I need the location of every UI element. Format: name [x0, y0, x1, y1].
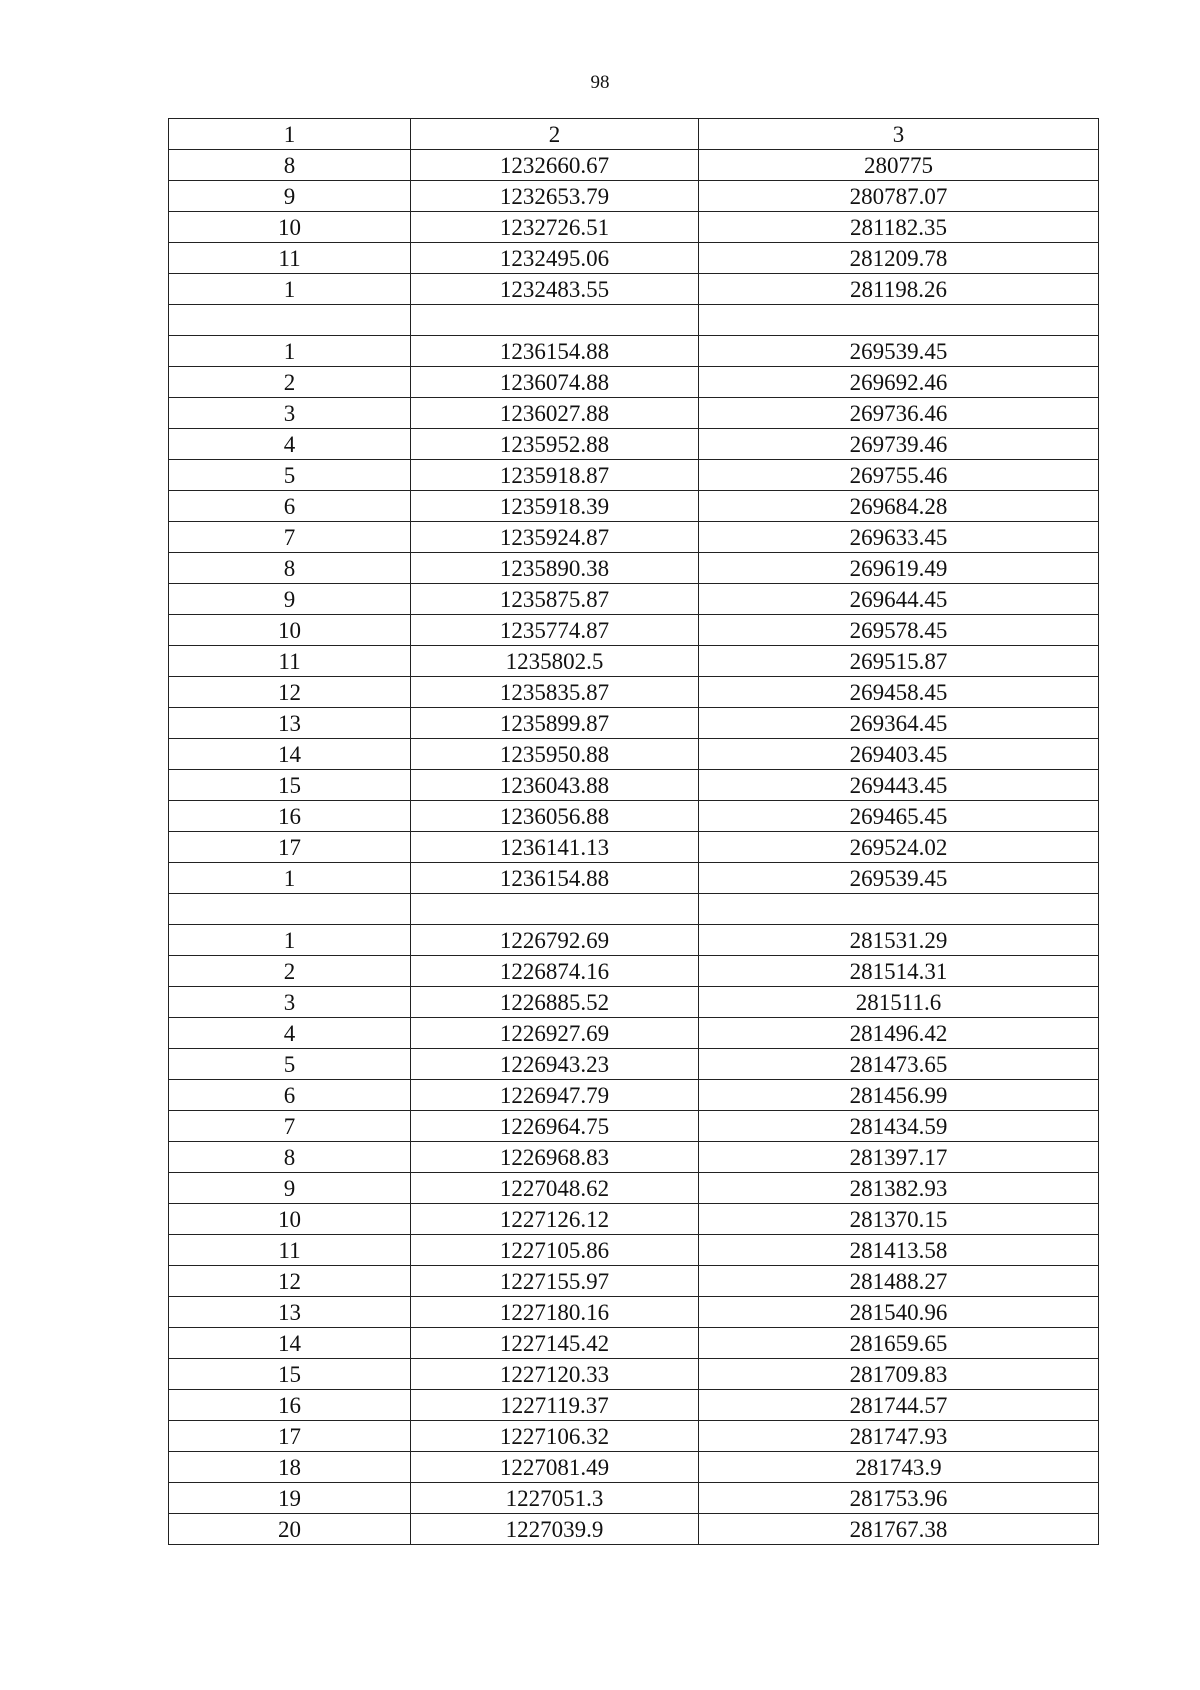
coordinate-y-cell: 281514.31	[699, 956, 1099, 987]
point-number-cell: 14	[169, 739, 411, 770]
coordinate-y-cell: 269539.45	[699, 336, 1099, 367]
table-row	[169, 181, 1099, 212]
point-number-cell: 6	[169, 491, 411, 522]
point-number-cell: 15	[169, 770, 411, 801]
coordinate-x-cell: 1226885.52	[411, 987, 699, 1018]
point-number-cell: 9	[169, 584, 411, 615]
column-header: 3	[699, 119, 1099, 150]
coordinate-x-cell: 1227155.97	[411, 1266, 699, 1297]
coordinate-y-cell: 269539.45	[699, 863, 1099, 894]
table-row	[169, 429, 1099, 460]
table-row	[169, 1421, 1099, 1452]
coordinate-x-cell: 1236056.88	[411, 801, 699, 832]
point-number-cell: 1	[169, 863, 411, 894]
table-row	[169, 863, 1099, 894]
point-number-cell: 16	[169, 801, 411, 832]
point-number-cell: 9	[169, 1173, 411, 1204]
point-number-cell: 7	[169, 1111, 411, 1142]
point-number-cell: 10	[169, 1204, 411, 1235]
spacer-row	[169, 894, 1099, 925]
table-row	[169, 925, 1099, 956]
point-number-cell: 11	[169, 646, 411, 677]
coordinate-x-cell: 1236027.88	[411, 398, 699, 429]
coordinate-x-cell: 1236154.88	[411, 863, 699, 894]
table-row	[169, 1080, 1099, 1111]
coordinate-x-cell: 1227039.9	[411, 1514, 699, 1545]
coordinate-y-cell: 281531.29	[699, 925, 1099, 956]
coordinate-x-cell: 1226792.69	[411, 925, 699, 956]
table-row	[169, 336, 1099, 367]
table-row	[169, 1266, 1099, 1297]
coordinate-y-cell: 281397.17	[699, 1142, 1099, 1173]
table-row	[169, 987, 1099, 1018]
point-number-cell: 1	[169, 336, 411, 367]
coordinate-y-cell: 269739.46	[699, 429, 1099, 460]
point-number-cell: 19	[169, 1483, 411, 1514]
coordinate-y-cell: 269465.45	[699, 801, 1099, 832]
table-row	[169, 1235, 1099, 1266]
point-number-cell: 11	[169, 243, 411, 274]
point-number-cell: 10	[169, 212, 411, 243]
coordinate-y-cell: 281370.15	[699, 1204, 1099, 1235]
point-number-cell	[169, 305, 411, 336]
coordinate-x-cell: 1235924.87	[411, 522, 699, 553]
coordinate-x-cell: 1232483.55	[411, 274, 699, 305]
coordinate-x-cell: 1227126.12	[411, 1204, 699, 1235]
coordinate-x-cell: 1226927.69	[411, 1018, 699, 1049]
coordinate-x-cell: 1226968.83	[411, 1142, 699, 1173]
coordinate-y-cell: 281540.96	[699, 1297, 1099, 1328]
table-row	[169, 646, 1099, 677]
coordinate-y-cell: 281747.93	[699, 1421, 1099, 1452]
coordinate-x-cell: 1236141.13	[411, 832, 699, 863]
coordinate-y-cell: 281182.35	[699, 212, 1099, 243]
coordinate-y-cell: 269644.45	[699, 584, 1099, 615]
point-number-cell: 18	[169, 1452, 411, 1483]
point-number-cell: 17	[169, 832, 411, 863]
coordinate-x-cell: 1235918.39	[411, 491, 699, 522]
point-number-cell: 8	[169, 1142, 411, 1173]
coordinate-y-cell: 281496.42	[699, 1018, 1099, 1049]
point-number-cell: 8	[169, 553, 411, 584]
table-row	[169, 367, 1099, 398]
table-row	[169, 584, 1099, 615]
table-row	[169, 491, 1099, 522]
coordinate-x-cell: 1227106.32	[411, 1421, 699, 1452]
table-row	[169, 398, 1099, 429]
point-number-cell: 14	[169, 1328, 411, 1359]
coordinate-y-cell: 269755.46	[699, 460, 1099, 491]
column-header: 1	[169, 119, 411, 150]
coordinate-x-cell: 1235950.88	[411, 739, 699, 770]
coordinate-y-cell: 269364.45	[699, 708, 1099, 739]
coordinate-x-cell: 1235952.88	[411, 429, 699, 460]
table-row	[169, 150, 1099, 181]
coordinate-x-cell: 1227180.16	[411, 1297, 699, 1328]
coordinate-x-cell: 1236074.88	[411, 367, 699, 398]
coordinate-y-cell: 281209.78	[699, 243, 1099, 274]
coordinate-x-cell	[411, 305, 699, 336]
coordinate-x-cell: 1236154.88	[411, 336, 699, 367]
coordinate-x-cell: 1227048.62	[411, 1173, 699, 1204]
table-row	[169, 1297, 1099, 1328]
point-number-cell: 15	[169, 1359, 411, 1390]
coordinate-y-cell	[699, 894, 1099, 925]
coordinate-y-cell: 280787.07	[699, 181, 1099, 212]
table-row	[169, 1328, 1099, 1359]
table-row	[169, 739, 1099, 770]
table-row	[169, 243, 1099, 274]
point-number-cell: 13	[169, 1297, 411, 1328]
table-row	[169, 1390, 1099, 1421]
point-number-cell: 10	[169, 615, 411, 646]
table-row	[169, 274, 1099, 305]
table-row	[169, 1018, 1099, 1049]
coordinate-y-cell: 269403.45	[699, 739, 1099, 770]
point-number-cell: 16	[169, 1390, 411, 1421]
table-row	[169, 1452, 1099, 1483]
point-number-cell: 12	[169, 1266, 411, 1297]
point-number-cell: 3	[169, 987, 411, 1018]
table-header-row	[169, 119, 1099, 150]
coordinate-y-cell: 281456.99	[699, 1080, 1099, 1111]
table-row	[169, 553, 1099, 584]
coordinate-x-cell: 1235890.38	[411, 553, 699, 584]
coordinate-y-cell: 281744.57	[699, 1390, 1099, 1421]
table-row	[169, 460, 1099, 491]
coordinate-x-cell: 1226964.75	[411, 1111, 699, 1142]
coordinate-x-cell	[411, 894, 699, 925]
coordinate-y-cell: 281659.65	[699, 1328, 1099, 1359]
coordinate-x-cell: 1227119.37	[411, 1390, 699, 1421]
coordinate-x-cell: 1227081.49	[411, 1452, 699, 1483]
coordinate-y-cell: 281767.38	[699, 1514, 1099, 1545]
point-number-cell: 2	[169, 367, 411, 398]
coordinate-y-cell: 281413.58	[699, 1235, 1099, 1266]
table-row	[169, 1049, 1099, 1080]
table-row	[169, 1514, 1099, 1545]
point-number-cell: 20	[169, 1514, 411, 1545]
coordinate-y-cell: 281488.27	[699, 1266, 1099, 1297]
coordinate-y-cell: 281709.83	[699, 1359, 1099, 1390]
point-number-cell: 13	[169, 708, 411, 739]
coordinate-y-cell: 281753.96	[699, 1483, 1099, 1514]
coordinate-y-cell: 281743.9	[699, 1452, 1099, 1483]
coordinate-x-cell: 1227051.3	[411, 1483, 699, 1514]
coordinate-x-cell: 1235918.87	[411, 460, 699, 491]
coordinates-table	[168, 118, 1099, 1545]
coordinate-x-cell: 1227145.42	[411, 1328, 699, 1359]
table-row	[169, 708, 1099, 739]
table-row	[169, 1483, 1099, 1514]
table-row	[169, 1111, 1099, 1142]
coordinate-x-cell: 1235835.87	[411, 677, 699, 708]
coordinate-x-cell: 1226874.16	[411, 956, 699, 987]
coordinate-x-cell: 1232653.79	[411, 181, 699, 212]
column-header: 2	[411, 119, 699, 150]
point-number-cell: 8	[169, 150, 411, 181]
table-row	[169, 677, 1099, 708]
coordinate-x-cell: 1235875.87	[411, 584, 699, 615]
coordinate-y-cell: 281473.65	[699, 1049, 1099, 1080]
coordinate-y-cell: 269458.45	[699, 677, 1099, 708]
coordinate-y-cell: 281511.6	[699, 987, 1099, 1018]
table-row	[169, 770, 1099, 801]
point-number-cell: 6	[169, 1080, 411, 1111]
coordinate-y-cell: 281434.59	[699, 1111, 1099, 1142]
point-number-cell: 4	[169, 1018, 411, 1049]
point-number-cell: 3	[169, 398, 411, 429]
coordinate-y-cell: 269578.45	[699, 615, 1099, 646]
table-row	[169, 615, 1099, 646]
coordinate-x-cell: 1235899.87	[411, 708, 699, 739]
point-number-cell: 17	[169, 1421, 411, 1452]
table-row	[169, 801, 1099, 832]
coordinate-y-cell: 269736.46	[699, 398, 1099, 429]
coordinate-x-cell: 1235802.5	[411, 646, 699, 677]
point-number-cell	[169, 894, 411, 925]
point-number-cell: 5	[169, 460, 411, 491]
table-row	[169, 212, 1099, 243]
spacer-row	[169, 305, 1099, 336]
coordinate-y-cell: 269633.45	[699, 522, 1099, 553]
coordinate-y-cell: 269692.46	[699, 367, 1099, 398]
point-number-cell: 2	[169, 956, 411, 987]
coordinate-y-cell	[699, 305, 1099, 336]
point-number-cell: 9	[169, 181, 411, 212]
coordinate-x-cell: 1226947.79	[411, 1080, 699, 1111]
point-number-cell: 1	[169, 925, 411, 956]
point-number-cell: 12	[169, 677, 411, 708]
table-row	[169, 1173, 1099, 1204]
coordinate-x-cell: 1232726.51	[411, 212, 699, 243]
point-number-cell: 4	[169, 429, 411, 460]
coordinate-y-cell: 269619.49	[699, 553, 1099, 584]
coordinate-y-cell: 280775	[699, 150, 1099, 181]
table-row	[169, 956, 1099, 987]
coordinate-x-cell: 1227120.33	[411, 1359, 699, 1390]
point-number-cell: 1	[169, 274, 411, 305]
table-row	[169, 1204, 1099, 1235]
point-number-cell: 7	[169, 522, 411, 553]
coordinate-y-cell: 269515.87	[699, 646, 1099, 677]
coordinate-y-cell: 269443.45	[699, 770, 1099, 801]
table-row	[169, 522, 1099, 553]
table-body	[169, 119, 1099, 1545]
coordinate-y-cell: 269524.02	[699, 832, 1099, 863]
coordinate-x-cell: 1232495.06	[411, 243, 699, 274]
coordinate-y-cell: 281198.26	[699, 274, 1099, 305]
coordinate-y-cell: 281382.93	[699, 1173, 1099, 1204]
table-row	[169, 832, 1099, 863]
coordinate-x-cell: 1232660.67	[411, 150, 699, 181]
coordinate-x-cell: 1235774.87	[411, 615, 699, 646]
coordinate-x-cell: 1226943.23	[411, 1049, 699, 1080]
point-number-cell: 11	[169, 1235, 411, 1266]
table-row	[169, 1359, 1099, 1390]
coordinate-x-cell: 1236043.88	[411, 770, 699, 801]
table-row	[169, 1142, 1099, 1173]
point-number-cell: 5	[169, 1049, 411, 1080]
page-number: 98	[590, 72, 610, 93]
coordinate-y-cell: 269684.28	[699, 491, 1099, 522]
coordinate-x-cell: 1227105.86	[411, 1235, 699, 1266]
